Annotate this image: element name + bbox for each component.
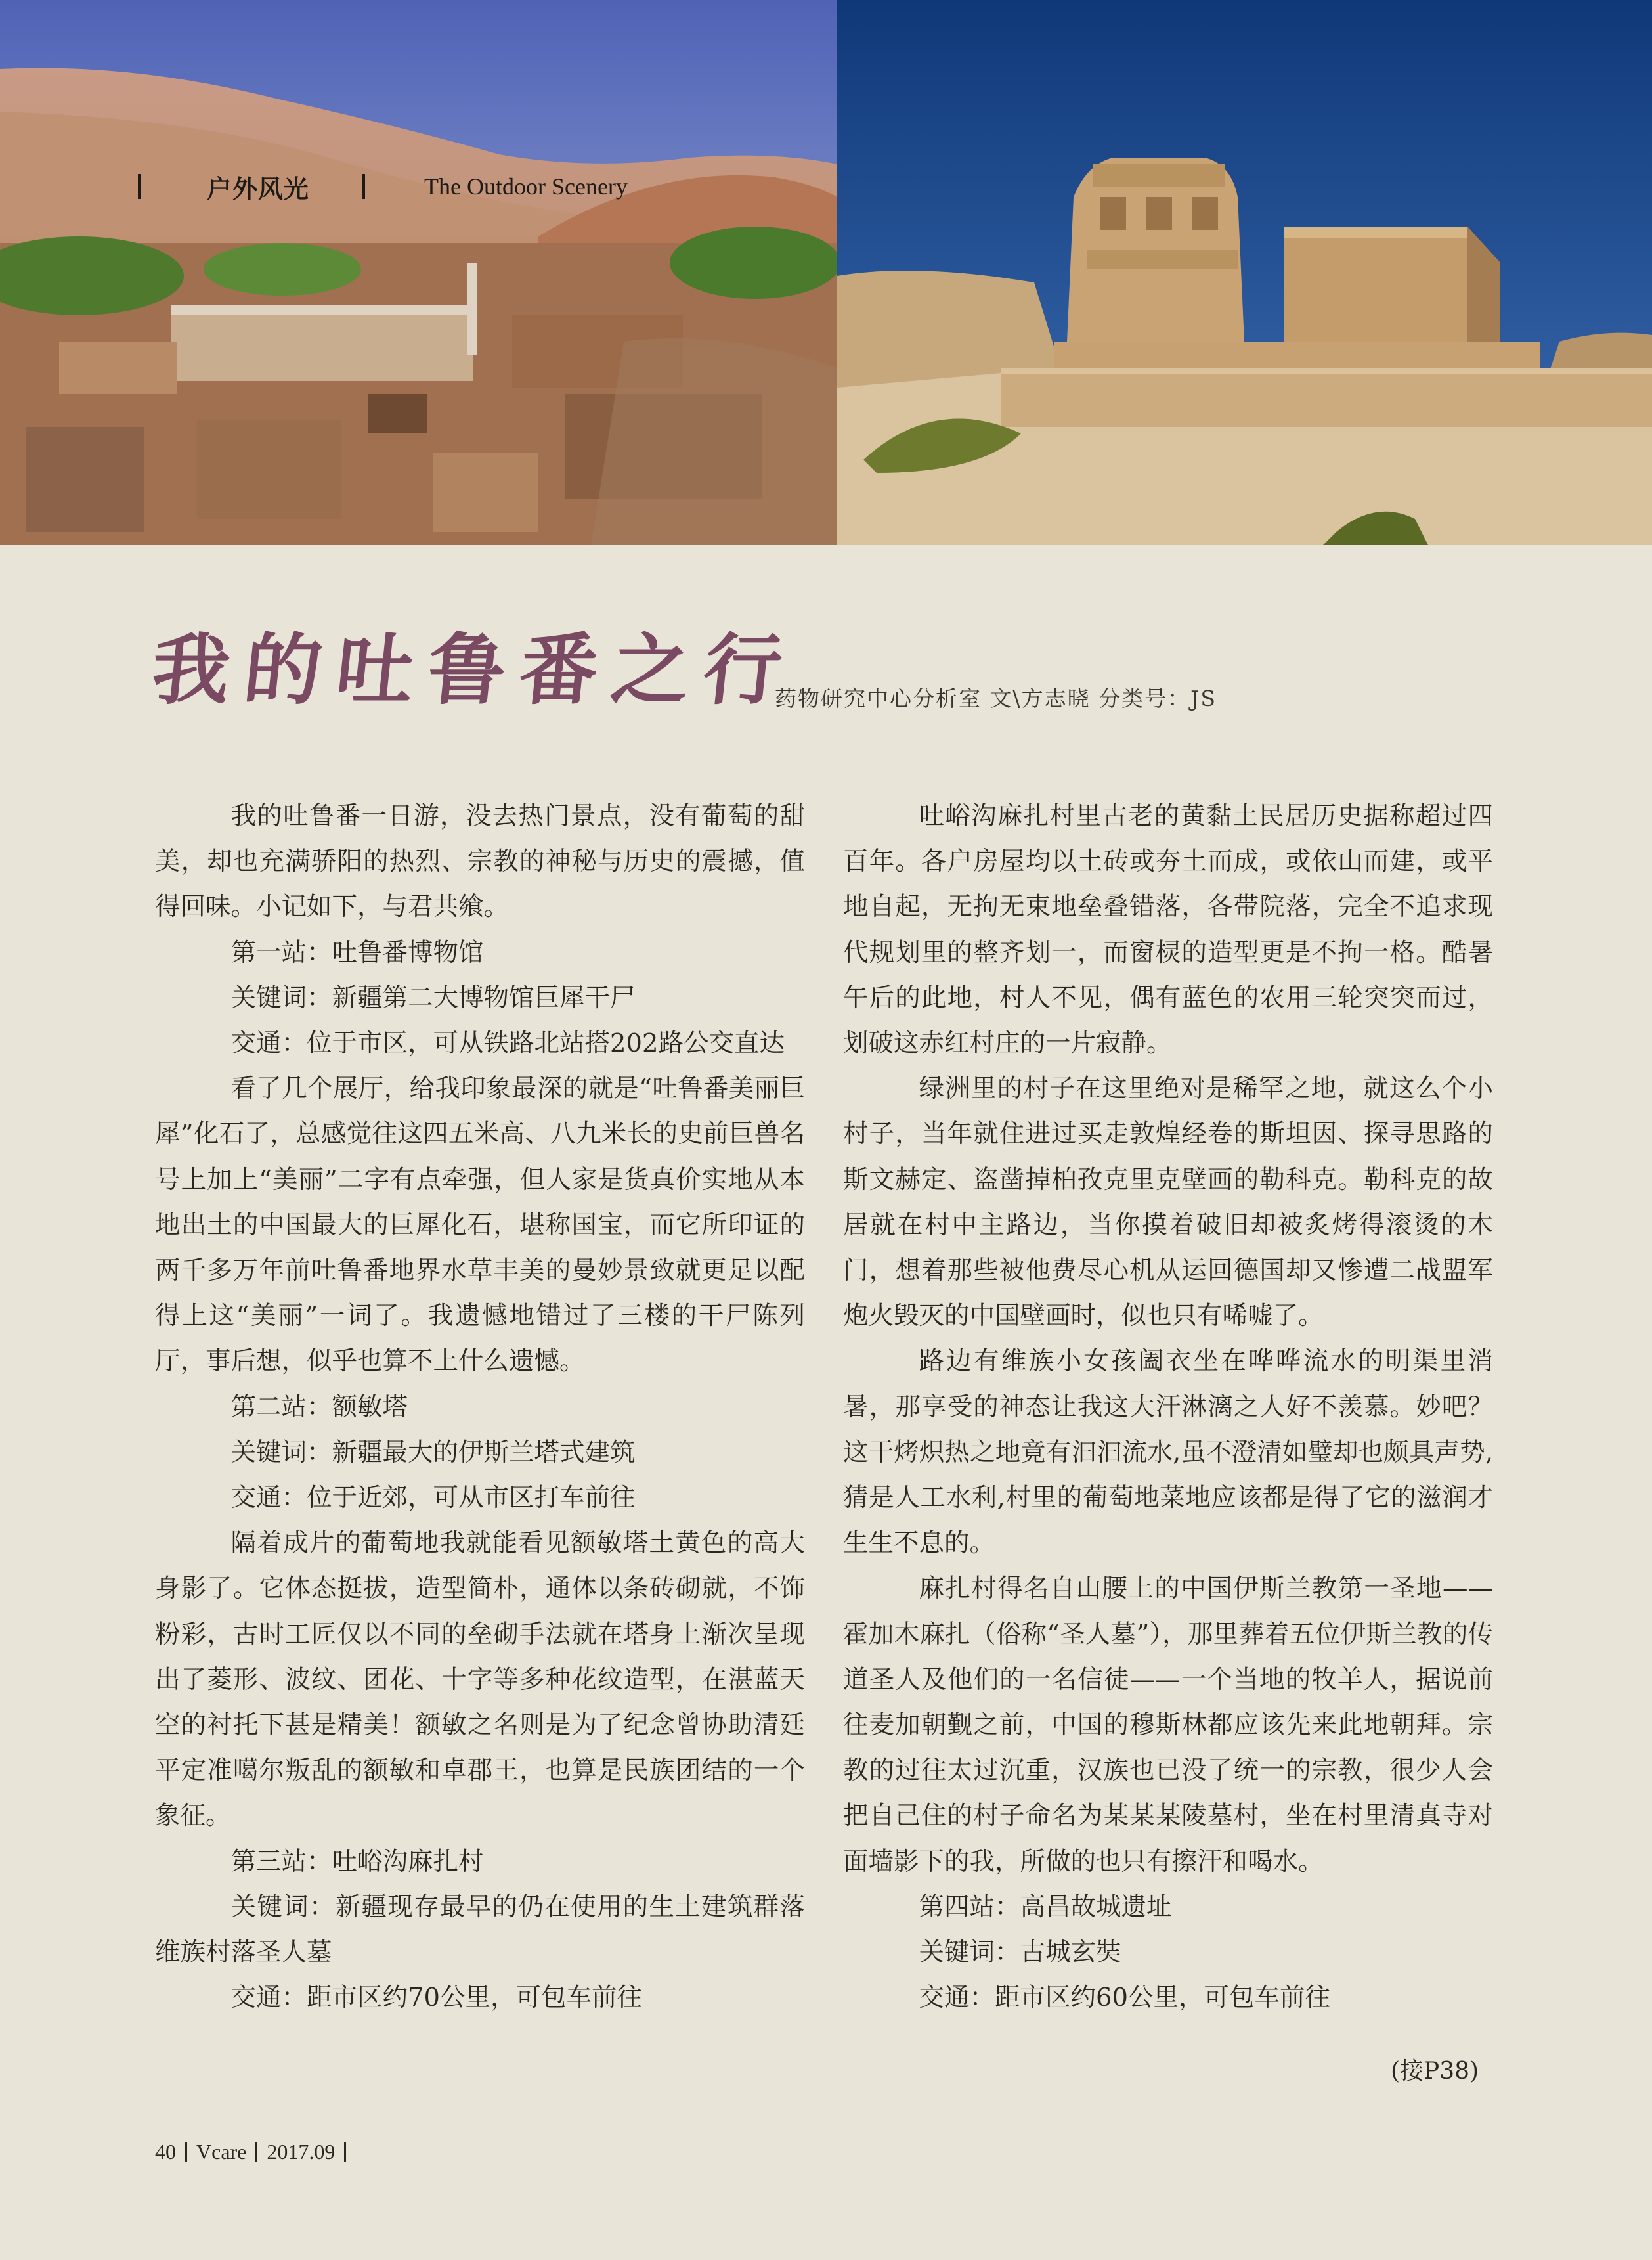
tag-divider-left	[138, 174, 141, 199]
article-byline: 药物研究中心分析室 文\方志晓 分类号：JS	[775, 686, 1217, 711]
body-paragraph: 看了几个展厅，给我印象最深的就是“吐鲁番美丽巨犀”化石了，总感觉往这四五米高、八九米长的史前巨兽名号上加上“美丽”二字有点牵强，但人家是货真价实地从本地出土的中国最大的巨犀化石，堪称国宝，而它所印证的两千多万年前吐鲁番地界水草丰美的曼妙景致就更足以配得上这“美丽”一词了。我遗憾地错过了三楼的干尸陈列厅，事后想，似乎也算不上什么遗憾。	[155, 1074, 805, 1377]
right-column	[843, 793, 1493, 2020]
article-title: 我的吐鲁番之行	[147, 625, 801, 715]
issue-date: 2017.09	[267, 2140, 336, 2163]
magazine-name: Vcare	[196, 2140, 247, 2163]
page-number: 40	[155, 2140, 176, 2163]
station-heading: 第三站：吐峪沟麻扎村	[230, 1846, 484, 1876]
station-heading: 第一站：吐鲁番博物馆	[230, 937, 484, 967]
station-keywords: 关键词：古城玄奘	[919, 1938, 1121, 1968]
section-name-en: The Outdoor Scenery	[424, 173, 628, 200]
station-keywords: 关键词：新疆最大的伊斯兰塔式建筑	[230, 1437, 636, 1467]
footer-divider	[255, 2142, 257, 2162]
page-footer	[155, 2140, 355, 2164]
photo-banner	[0, 0, 1652, 545]
station-heading: 第四站：高昌故城遗址	[919, 1892, 1172, 1922]
station-transport: 交通：距市区约70公里，可包车前往	[230, 1983, 642, 2013]
station-transport: 交通：位于市区，可从铁路北站搭202路公交直达	[230, 1029, 785, 1059]
ruins-illustration	[837, 0, 1652, 545]
body-paragraph: 吐峪沟麻扎村里古老的黄黏土民居历史据称超过四百年。各户房屋均以土砖或夯土而成，或依山而建，或平地自起，无拘无束地垒叠错落，各带院落，完全不追求现代规划里的整齐划一，而窗棂的造型更是不拘一格。酷暑午后的此地，村人不见，偶有蓝色的农用三轮突突而过，划破这赤红村庄的一片寂静。	[843, 801, 1493, 1059]
footer-divider	[185, 2142, 187, 2162]
station-keywords: 关键词：新疆第二大博物馆巨犀干尸	[230, 983, 636, 1013]
intro-paragraph: 我的吐鲁番一日游，没去热门景点，没有葡萄的甜美，却也充满骄阳的热烈、宗教的神秘与历史的震撼，值得回味。小记如下，与君共飨。	[155, 801, 805, 922]
tag-divider-right	[362, 174, 365, 199]
left-column	[155, 793, 805, 2020]
body-paragraph: 隔着成片的葡萄地我就能看见额敏塔土黄色的高大身影了。它体态挺拔，造型简朴，通体以条砖砌就，不饰粉彩，古时工匠仅以不同的垒砌手法就在塔身上渐次呈现出了菱形、波纹、团花、十字等多种花纹造型，在湛蓝天空的衬托下甚是精美！额敏之名则是为了纪念曾协助清廷平定准噶尔叛乱的额敏和卓郡王，也算是民族团结的一个象征。	[155, 1528, 805, 1831]
station-keywords: 关键词：新疆现存最早的仍在使用的生土建筑群落维族村落圣人墓	[155, 1892, 805, 1968]
body-paragraph: 绿洲里的村子在这里绝对是稀罕之地，就这么个小村子，当年就住进过买走敦煌经卷的斯坦因、探寻思路的斯文赫定、盗凿掉柏孜克里克壁画的勒科克。勒科克的故居就在村中主路边，当你摸着破旧却被炙烤得滚烫的木门，想着那些被他费尽心机从运回德国却又惨遭二战盟军炮火毁灭的中国壁画时，似也只有唏嘘了。	[843, 1074, 1493, 1331]
body-paragraph: 路边有维族小女孩阖衣坐在哗哗流水的明渠里消暑，那享受的神态让我这大汗淋漓之人好不羡慕。妙吧？这干烤炽热之地竟有汩汩流水,虽不澄清如璧却也颇具声势,猜是人工水利,村里的葡萄地菜地应该都是得了它的滋润才生生不息的。	[843, 1346, 1493, 1559]
station-heading: 第二站：额敏塔	[230, 1392, 408, 1422]
village-illustration	[0, 0, 837, 545]
section-tag	[138, 172, 628, 204]
station-transport: 交通：距市区约60公里，可包车前往	[919, 1983, 1330, 2013]
footer-divider	[344, 2142, 346, 2162]
photo-gaochang-ruins	[837, 0, 1652, 545]
photo-tuyugou-village	[0, 0, 837, 545]
station-transport: 交通：位于近郊，可从市区打车前往	[230, 1483, 636, 1513]
body-paragraph: 麻扎村得名自山腰上的中国伊斯兰教第一圣地——霍加木麻扎（俗称“圣人墓”），那里葬着五位伊斯兰教的传道圣人及他们的一名信徒——一个当地的牧羊人，据说前往麦加朝觐之前，中国的穆斯林都应该先来此地朝拜。宗教的过往太过沉重，汉族也已没了统一的宗教，很少人会把自己住的村子命名为某某某陵墓村，坐在村里清真寺对面墙影下的我，所做的也只有擦汗和喝水。	[843, 1574, 1493, 1876]
section-name-cn: 户外风光	[207, 174, 310, 204]
continued-note: (接P38)	[1391, 2058, 1479, 2085]
